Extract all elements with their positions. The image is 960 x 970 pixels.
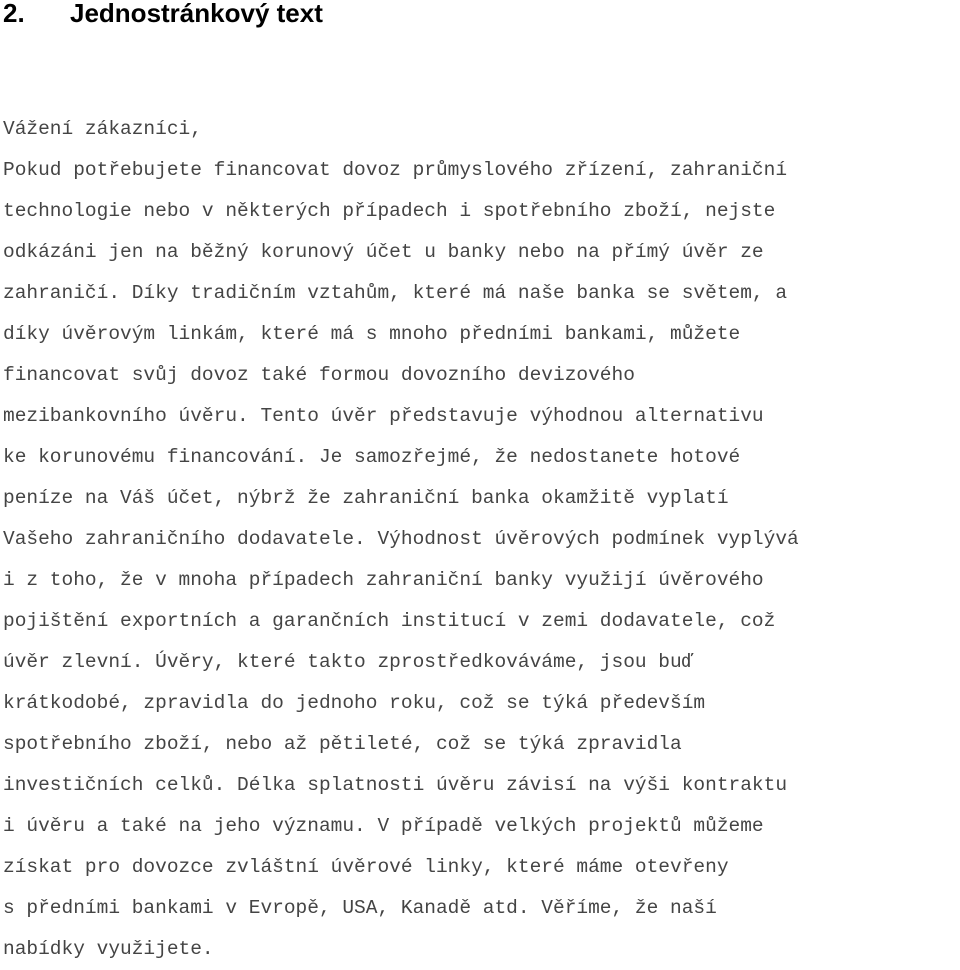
letter-line: i úvěru a také na jeho významu. V případě velkých projektů můžeme — [3, 815, 764, 837]
letter-line: odkázáni jen na běžný korunový účet u banky nebo na přímý úvěr ze — [3, 241, 764, 263]
section-heading — [3, 0, 323, 29]
section-title: Jednostránkový text — [70, 0, 323, 28]
letter-body — [3, 109, 799, 970]
letter-line: s předními bankami v Evropě, USA, Kanadě atd. Věříme, že naší — [3, 897, 717, 919]
letter-line: získat pro dovozce zvláštní úvěrové linky, které máme otevřeny — [3, 856, 729, 878]
letter-line: ke korunovému financování. Je samozřejmé, že nedostanete hotové — [3, 446, 741, 468]
letter-line: zahraničí. Díky tradičním vztahům, které má naše banka se světem, a — [3, 282, 788, 304]
letter-line: financovat svůj dovoz také formou dovozního devizového — [3, 364, 635, 386]
letter-line: krátkodobé, zpravidla do jednoho roku, což se týká především — [3, 692, 706, 714]
letter-line: i z toho, že v mnoha případech zahraniční banky využijí úvěrového — [3, 569, 764, 591]
letter-line: Vašeho zahraničního dodavatele. Výhodnost úvěrových podmínek vyplývá — [3, 528, 799, 550]
letter-line: díky úvěrovým linkám, které má s mnoho předními bankami, můžete — [3, 323, 741, 345]
letter-line: nabídky využijete. — [3, 938, 214, 960]
letter-line: spotřebního zboží, nebo až pětileté, což se týká zpravidla — [3, 733, 682, 755]
section-number: 2. — [3, 0, 25, 28]
letter-line: Pokud potřebujete financovat dovoz průmyslového zřízení, zahraniční — [3, 159, 788, 181]
letter-line: Vážení zákazníci, — [3, 118, 202, 140]
letter-line: investičních celků. Délka splatnosti úvěru závisí na výši kontraktu — [3, 774, 788, 796]
letter-line: pojištění exportních a garančních institucí v zemi dodavatele, což — [3, 610, 776, 632]
letter-line: mezibankovního úvěru. Tento úvěr představuje výhodnou alternativu — [3, 405, 764, 427]
letter-line: úvěr zlevní. Úvěry, které takto zprostředkováváme, jsou buď — [3, 651, 694, 673]
letter-line: technologie nebo v některých případech i spotřebního zboží, nejste — [3, 200, 776, 222]
letter-line: peníze na Váš účet, nýbrž že zahraniční banka okamžitě vyplatí — [3, 487, 729, 509]
